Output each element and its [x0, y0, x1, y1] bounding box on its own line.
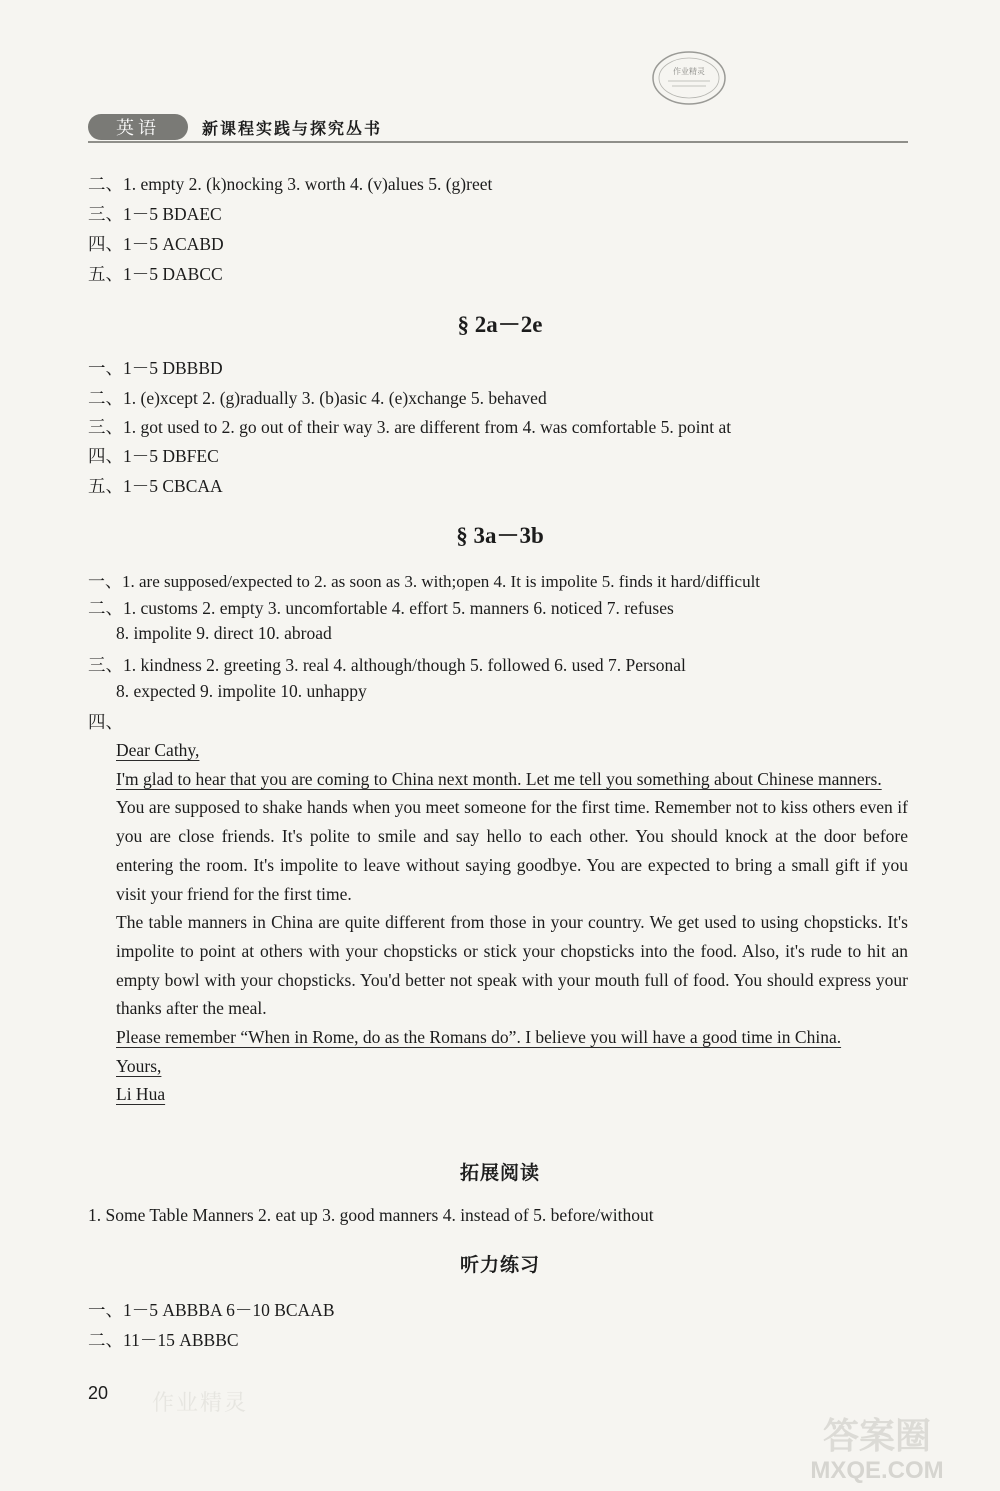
answer-line: 8. expected 9. impolite 10. unhappy [116, 681, 367, 701]
answer-line: 五、1－5 CBCAA [88, 476, 223, 496]
letter-name: Li Hua [116, 1084, 166, 1105]
svg-text:MXQE.COM: MXQE.COM [810, 1457, 944, 1484]
answer-line: 三、1－5 BDAEC [88, 204, 222, 224]
answer-line: 二、11－15 ABBBC [88, 1330, 239, 1350]
svg-text:作业精灵: 作业精灵 [673, 67, 705, 76]
answer-line: 三、1. got used to 2. go out of their way 3. are different from 4. was comfortable 5. point at [88, 417, 732, 437]
watermark-logo-icon [772, 1410, 982, 1485]
answer-line: 二、1. empty 2. (k)nocking 3. worth 4. (v)alues 5. (g)reet [88, 174, 493, 194]
answer-line: 四、1－5 DBFEC [88, 446, 219, 466]
svg-text:答案圈: 答案圈 [822, 1416, 932, 1457]
letter-greeting: Dear Cathy, [116, 740, 200, 760]
section-title-3a: § 3a－3b [456, 523, 544, 548]
letter-closing: Please remember “When in Rome, do as the Romans do”. I believe you will have a good time in China. [116, 1027, 842, 1048]
series-title: 新课程实践与探究丛书 [202, 118, 383, 138]
answer-line: 一、1－5 DBBBD [88, 358, 223, 378]
answer-line: 1. Some Table Manners 2. eat up 3. good manners 4. instead of 5. before/without [88, 1205, 654, 1225]
page-number: 20 [88, 1383, 109, 1403]
subject-tab: 英语 [88, 114, 188, 140]
watermark-text: 作业精灵 [152, 1391, 249, 1416]
header-divider [88, 141, 908, 143]
answer-line: 一、1. are supposed/expected to 2. as soon as 3. with;open 4. It is impolite 5. finds it hard/difficult [88, 572, 761, 591]
answer-line: 三、1. kindness 2. greeting 3. real 4. although/though 5. followed 6. used 7. Personal [88, 655, 686, 675]
section-title-2a: § 2a－2e [457, 312, 543, 337]
stamp-logo-icon [650, 48, 728, 108]
answer-line: 8. impolite 9. direct 10. abroad [116, 623, 332, 643]
page-header [88, 112, 382, 142]
letter-paragraph: You are supposed to shake hands when you meet someone for the first time. Remember not to kiss others even if you are close friends. It's polite to smile and say hello to each other. You should knock at the door before entering the room. It's impolite to leave without saying goodbye. You are expected to bring a small gift if you visit your friend for the first time. [116, 797, 908, 904]
answer-line: 五、1－5 DABCC [88, 264, 223, 284]
letter-signoff: Yours, [116, 1055, 162, 1076]
answer-line: 二、1. customs 2. empty 3. uncomfortable 4. effort 5. manners 6. noticed 7. refuses [88, 598, 674, 618]
sample-letter [116, 736, 908, 1109]
letter-opening: I'm glad to hear that you are coming to China next month. Let me tell you something about Chinese manners. [116, 768, 882, 789]
answer-line: 四、 [88, 712, 123, 732]
letter-paragraph: The table manners in China are quite different from those in your country. We get used to using chopsticks. It's impolite to point at others with your chopsticks or stick your chopsticks into the food. Also, it's rude to hit an empty bowl with your chopsticks. You'd better not speak with your mouth full of food. You should express your thanks after the meal. [116, 912, 908, 1019]
extended-reading-title: 拓展阅读 [459, 1162, 540, 1184]
answer-line: 二、1. (e)xcept 2. (g)radually 3. (b)asic 4. (e)xchange 5. behaved [88, 388, 547, 408]
listening-title: 听力练习 [459, 1254, 540, 1276]
answer-line: 四、1－5 ACABD [88, 234, 224, 254]
answer-line: 一、1－5 ABBBA 6－10 BCAAB [88, 1300, 335, 1320]
